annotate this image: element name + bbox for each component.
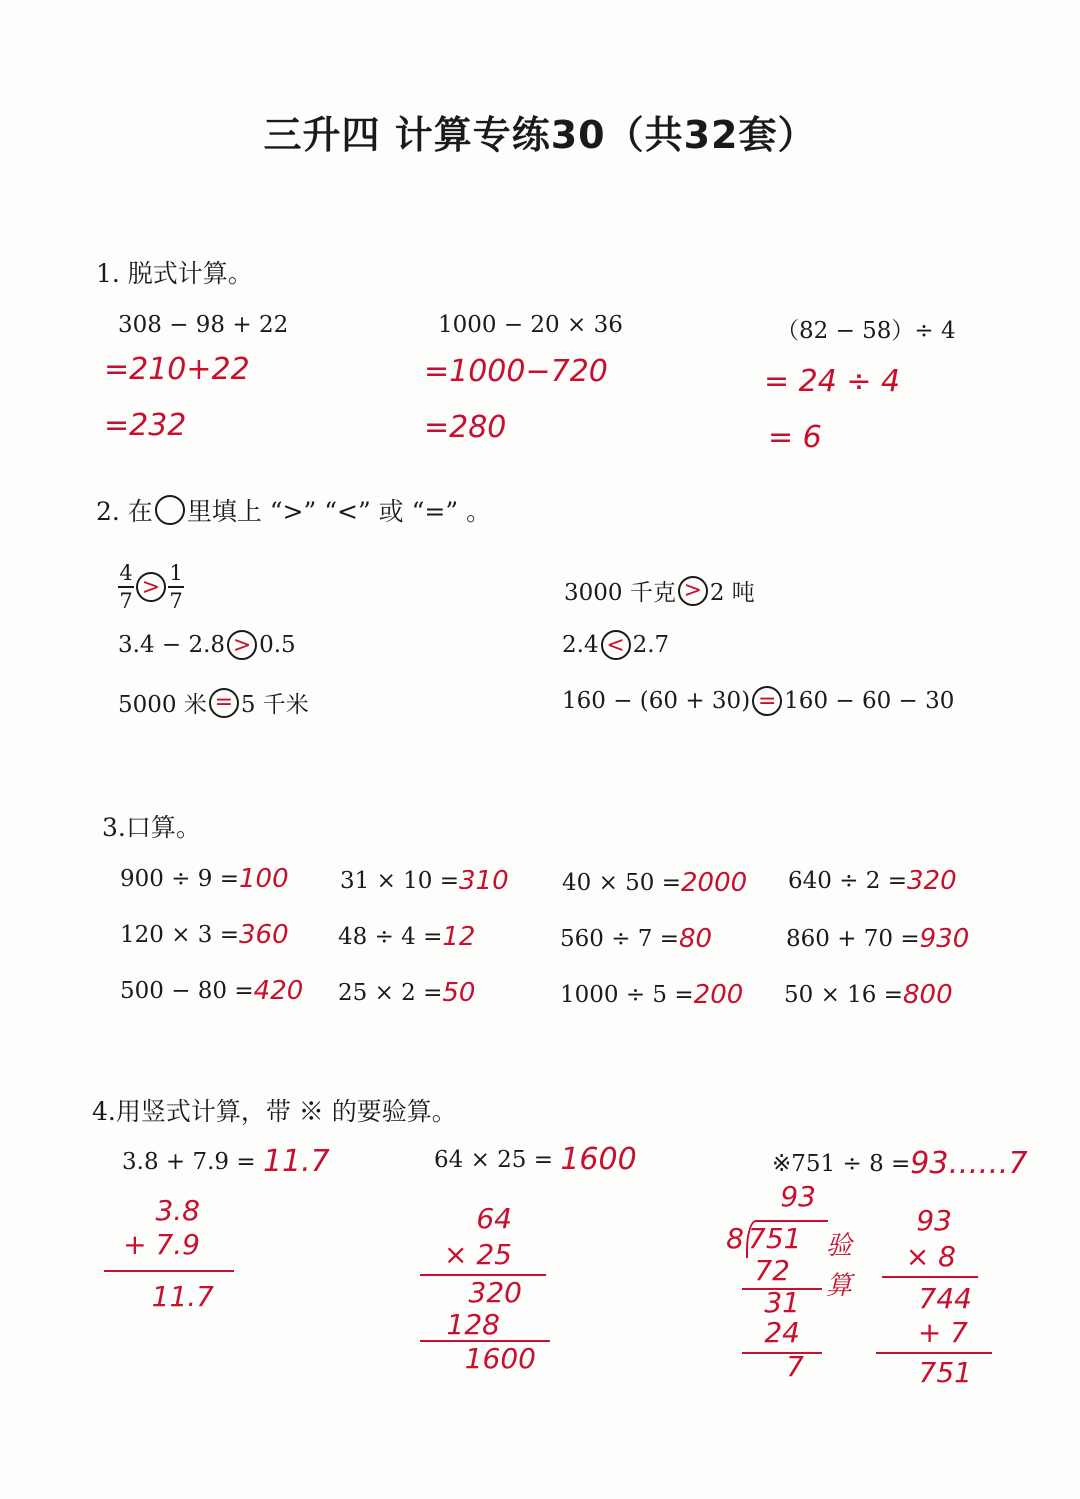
- s1-expr-1: 308 − 98 + 22: [118, 312, 289, 338]
- compare-answer-3: >: [227, 630, 257, 660]
- v2-line-4: 128: [446, 1308, 500, 1341]
- div-r2: 31: [764, 1286, 800, 1319]
- section-2-heading: [96, 492, 491, 528]
- oral-item-8: 860 + 70 = 930: [786, 924, 970, 954]
- vertical-problem-3: ※751 ÷ 8 = 93……7: [772, 1146, 1028, 1181]
- oral-item-9: 500 − 80 = 420: [120, 976, 304, 1006]
- check-line-5: 751: [918, 1356, 972, 1389]
- v1-line-3: 11.7: [151, 1280, 214, 1313]
- s2-item-3: 3.4 − 2.8 > 0.5: [118, 632, 296, 658]
- s1-step1-2: =1000−720: [424, 354, 608, 389]
- section-1-heading: 1. 脱式计算。: [96, 259, 253, 288]
- v1-line-1: 3.8: [155, 1194, 200, 1227]
- check-line-4: + 7: [917, 1316, 968, 1349]
- div-quotient: 93: [780, 1180, 816, 1213]
- page-title: 三升四 计算专练30（共32套）: [263, 113, 817, 157]
- s2-heading-post: 里填上 “>” “<” 或 “=” 。: [186, 497, 492, 526]
- compare-answer-5: =: [209, 688, 239, 718]
- s2-item-1: [118, 562, 184, 612]
- v2-line-3: 320: [468, 1276, 522, 1309]
- div-r4: 7: [786, 1350, 804, 1383]
- oral-item-11: 1000 ÷ 5 = 200: [560, 980, 744, 1010]
- s2-item-4: 2.4 < 2.7: [562, 632, 670, 658]
- oral-item-12: 50 × 16 = 800: [784, 980, 953, 1010]
- compare-answer-1: >: [136, 572, 166, 602]
- v1-line-2: + 7.9: [123, 1228, 200, 1261]
- s2-item-6: 160 − (60 + 30) = 160 − 60 − 30: [562, 688, 955, 714]
- div-r1: 72: [754, 1254, 790, 1287]
- check-line-3: 744: [918, 1282, 972, 1315]
- div-divisor: 8: [726, 1222, 744, 1255]
- s2-heading-pre: 2. 在: [96, 497, 153, 526]
- compare-answer-6: =: [752, 686, 782, 716]
- s1-step1-1: =210+22: [104, 352, 250, 387]
- vertical-problem-1: 3.8 + 7.9 = 11.7: [122, 1144, 330, 1179]
- oral-item-3: 40 × 50 = 2000: [562, 868, 748, 898]
- oral-item-1: 900 ÷ 9 = 100: [120, 864, 289, 894]
- v2-line-5: 1600: [464, 1342, 536, 1375]
- v2-line-2: × 25: [444, 1238, 512, 1271]
- fraction-left: $\frac{4}{7}$: [119, 561, 133, 613]
- oral-item-5: 120 × 3 = 360: [120, 920, 289, 950]
- compare-answer-4: <: [601, 630, 631, 660]
- s2-item-2: 3000 千克 > 2 吨: [564, 574, 755, 607]
- s1-step2-2: =280: [424, 410, 507, 445]
- oral-item-2: 31 × 10 = 310: [340, 866, 509, 896]
- check-rule-2: [876, 1352, 992, 1354]
- oral-item-6: 48 ÷ 4 = 12: [338, 922, 476, 952]
- vertical-problem-2: 64 × 25 = 1600: [434, 1142, 637, 1177]
- check-rule-1: [882, 1276, 978, 1278]
- check-line-2: × 8: [905, 1240, 956, 1273]
- circle-icon: [155, 495, 185, 525]
- s1-step2-1: =232: [104, 408, 187, 443]
- section-3-heading: 3.口算。: [102, 813, 201, 842]
- s1-step1-3: = 24 ÷ 4: [764, 364, 901, 399]
- compare-answer-2: >: [678, 576, 708, 606]
- div-dividend: 751: [748, 1222, 802, 1255]
- v1-rule: [104, 1270, 234, 1272]
- fraction-right: $\frac{1}{7}$: [169, 561, 183, 613]
- check-line-1: 93: [916, 1204, 952, 1237]
- oral-item-10: 25 × 2 = 50: [338, 978, 476, 1008]
- s1-expr-3: （82 − 58）÷ 4: [776, 318, 956, 344]
- check-label: 验算: [826, 1231, 853, 1301]
- s2-item-5: 5000 米 = 5 千米: [118, 686, 309, 719]
- div-r3: 24: [764, 1316, 800, 1349]
- s1-step2-3: = 6: [768, 420, 822, 455]
- oral-item-7: 560 ÷ 7 = 80: [560, 924, 713, 954]
- v2-line-1: 64: [476, 1202, 512, 1235]
- s1-expr-2: 1000 − 20 × 36: [438, 312, 623, 338]
- oral-item-4: 640 ÷ 2 = 320: [788, 866, 957, 896]
- section-4-heading: 4.用竖式计算，带 ※ 的要验算。: [92, 1097, 457, 1126]
